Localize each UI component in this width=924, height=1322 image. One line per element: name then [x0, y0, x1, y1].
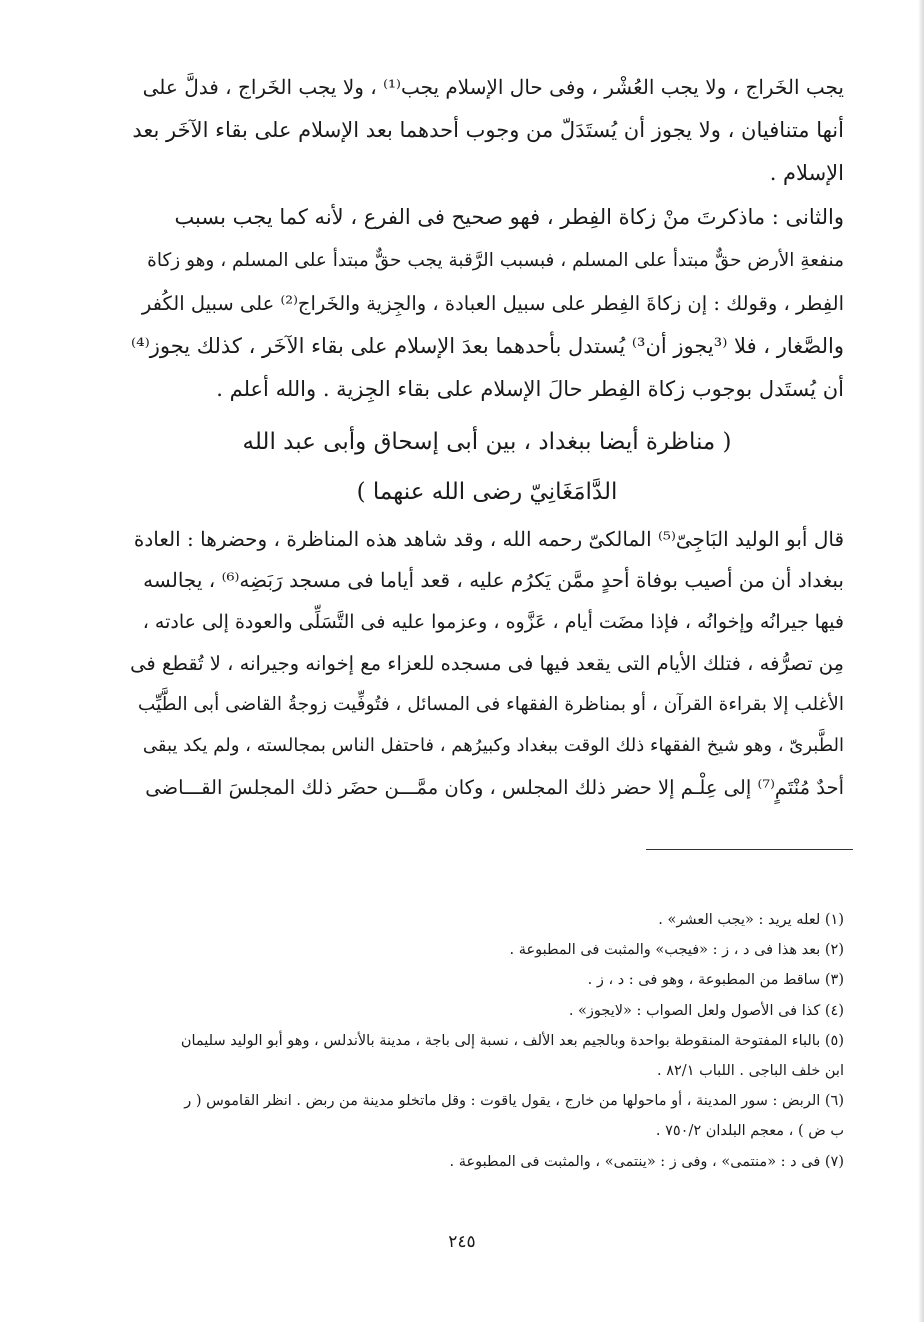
text-line: الفِطر ، وقولك : إن زكاةَ الفِطر على سبيل العبادة ، والجِزية والخَراج⁽²⁾ على سبيل الكُفر: [141, 291, 844, 315]
text-line: يجب الخَراج ، ولا يجب العُشْر ، وفى حال الإسلام يجب⁽¹⁾ ، ولا يجب الخَراج ، فدلَّ على: [142, 75, 844, 99]
text-line: فيها جيرانُه وإخوانُه ، فإذا مضَت أيام ، عَزَّوه ، وعزموا عليه فى التَّسَلِّى والعودة إلى عادته ،: [142, 610, 844, 633]
text-line: الإسلام .: [769, 161, 844, 186]
footnote-line: (٥) بالباء المفتوحة المنقوطة بواحدة وبالجيم بعد الألف ، نسبة إلى باجة ، مدينة بالأندلس ، وهو أبو الوليد سليمان: [180, 1032, 844, 1049]
page-edge-shadow: [918, 0, 924, 1322]
footnote-line: (٢) بعد هذا فى د ، ز : «فيجب» والمثبت فى المطبوعة .: [509, 942, 844, 959]
footnote-line: ب ض ) ، معجم البلدان ٧٥٠/٢ .: [655, 1123, 844, 1140]
section-heading-line-2: الدَّامَغَانِيّ رضى الله عنهما ): [356, 479, 618, 505]
footnote-line: (٦) الربض : سور المدينة ، أو ماحولها من خارج ، يقول ياقوت : وقل ماتخلو مدينة من ربض . انظر القاموس ( ر: [184, 1093, 844, 1110]
section-text: [130, 519, 844, 808]
text-line: والصَّغار ، فلا ⁽³يجوز أن³⁾ يُستدل بأحدهما بعدَ الإسلام على بقاء الآخَر ، كذلك يجوز⁽⁴⁾: [130, 334, 844, 359]
text-line: ببغداد أن من أصيب بوفاة أحدٍ ممَّن يَكرُم عليه ، قعد أياما فى مسجد رَبَضِه⁽⁶⁾ ، يجالسه: [143, 568, 844, 593]
text-line: أحدٌ مُنْتَمٍ⁽⁷⁾ إلى عِلْـم إلا حضر ذلك المجلس ، وكان ممَّـــن حضَر ذلك المجلسَ القـــاضى: [145, 775, 844, 799]
text-line: الطَّبرىّ ، وهو شيخ الفقهاء ذلك الوقت ببغداد وكبيرُهم ، فاحتفل الناس بمجالسته ، ولم يكد يبقى: [142, 735, 844, 757]
text-line: منفعةِ الأرض حقٌّ مبتدأ على المسلم ، فبسبب الرَّقبة يجب حقٌّ مبتدأ على المسلم ، وهو زكاة: [147, 249, 844, 271]
main-text: [130, 66, 844, 412]
footnotes: [130, 905, 844, 1177]
footnote-line: (٧) فى د : «منتمى» ، وفى ز : «ينتمى» ، والمثبت فى المطبوعة .: [449, 1153, 844, 1170]
footnote-line: (٤) كذا فى الأصول ولعل الصواب : «لايجوز» .: [568, 1002, 844, 1019]
page-number: ٢٤٥: [448, 1232, 476, 1252]
footnote-separator: [646, 849, 853, 850]
text-line: والثانى : ماذكرتَ منْ زكاة الفِطر ، فهو صحيح فى الفرع ، لأنه كما يجب بسبب: [174, 204, 844, 229]
footnote-line: (١) لعله يريد : «يجب العشر» .: [658, 912, 844, 928]
text-line: أنها متنافيان ، ولا يجوز أن يُستَدَلّ من وجوب أحدهما بعد الإسلام على بقاء الآخَر بعد: [132, 118, 844, 143]
footnote-line: (٣) ساقط من المطبوعة ، وهو فى : د ، ز .: [587, 972, 844, 989]
text-line: قال أبو الوليد البَاجِىّ⁽⁵⁾ المالكىّ رحمه الله ، وقد شاهد هذه المناظرة ، وحضرها : العادة: [133, 527, 844, 551]
footnote-line: ابن خلف الباجى . اللباب ٨٢/١ .: [657, 1062, 844, 1079]
text-line: أن يُستَدل بوجوب زكاة الفِطر حالَ الإسلام على بقاء الجِزية . والله أعلم .: [216, 377, 844, 402]
section-heading-line-1: ( مناظرة أيضا ببغداد ، بين أبى إسحاق وأبى عبد الله: [242, 429, 732, 455]
text-line: الأغلب إلا بقراءة القرآن ، أو بمناظرة الفقهاء فى المسائل ، فتُوفِّيت زوجةُ القاضى أبى الطَّيِّب: [137, 694, 844, 716]
text-line: مِن تصرُّفه ، فتلك الأيام التى يقعد فيها فى مسجده للعزاء مع إخوانه وجيرانه ، لا تُقطع فى: [130, 651, 844, 675]
